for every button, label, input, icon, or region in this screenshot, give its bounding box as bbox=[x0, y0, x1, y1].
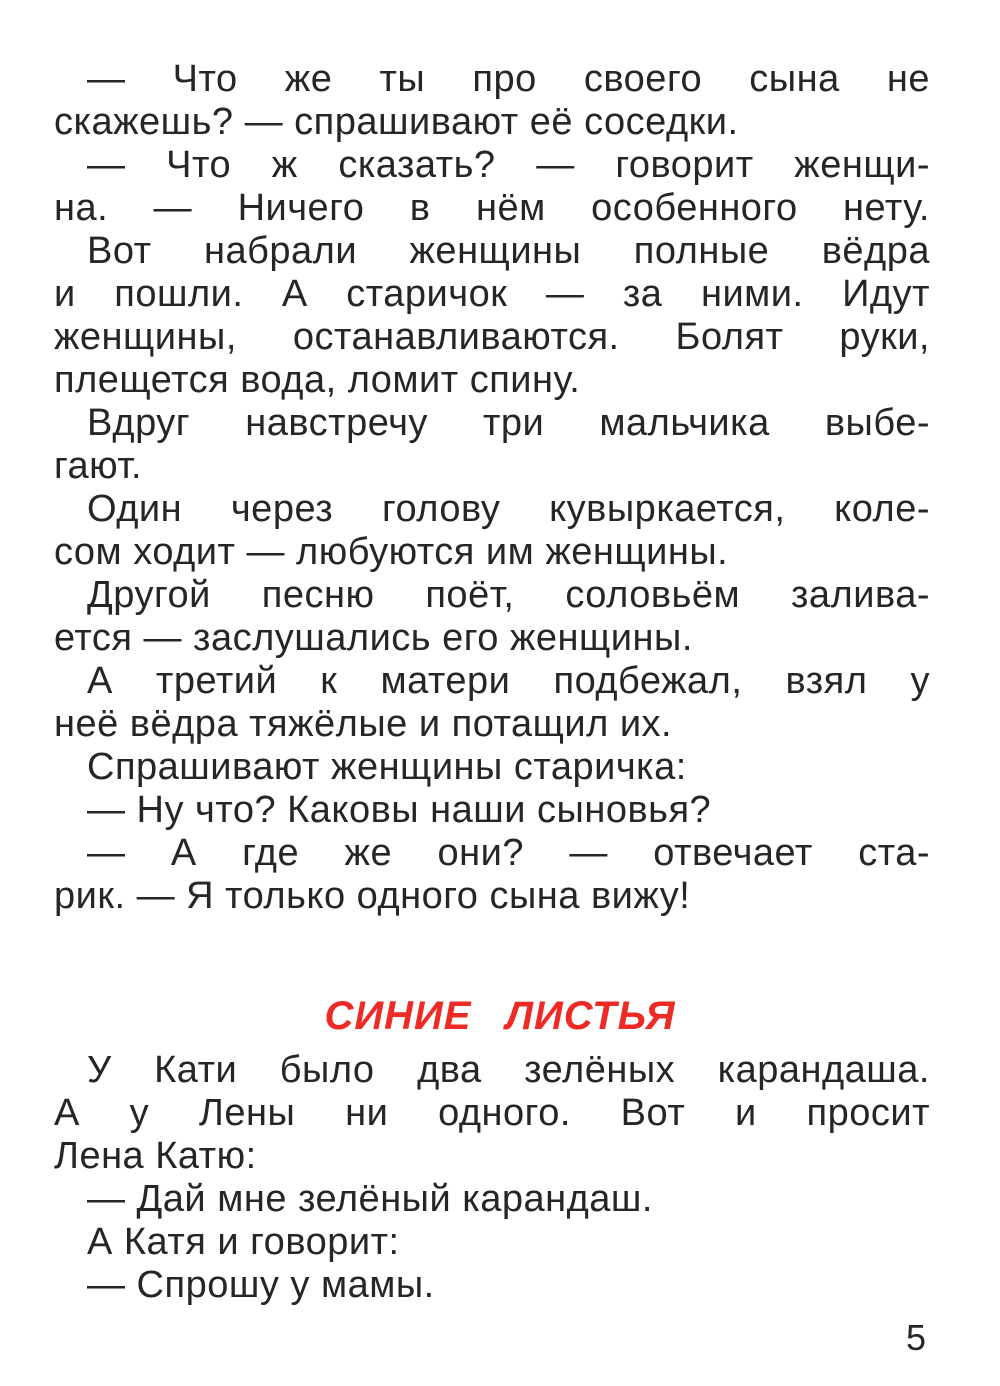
text-line: Лена Катю: bbox=[54, 1135, 257, 1177]
text-line: Другой песню поёт, соловьём залива- bbox=[87, 574, 930, 616]
story-text-block bbox=[54, 1049, 930, 1307]
text-line: Вдруг навстречу три мальчика выбе- bbox=[87, 402, 930, 444]
text-line: — Дай мне зелёный карандаш. bbox=[87, 1178, 653, 1220]
text-line: плещется вода, ломит спину. bbox=[54, 359, 581, 401]
text-line: А Катя и говорит: bbox=[87, 1221, 400, 1263]
text-line: — Что же ты про своего сына не bbox=[87, 58, 930, 100]
text-line: Вот набрали женщины полные вёдра bbox=[87, 230, 930, 272]
text-line: рик. — Я только одного сына вижу! bbox=[54, 875, 691, 917]
text-line: женщины, останавливаются. Болят руки, bbox=[54, 316, 930, 358]
text-line: — Что ж сказать? — говорит женщи- bbox=[87, 144, 930, 186]
text-line: на. — Ничего в нём особенного нету. bbox=[54, 187, 930, 229]
text-line: — А где же они? — отвечает ста- bbox=[87, 832, 930, 874]
text-line: гают. bbox=[54, 445, 143, 487]
text-line: и пошли. А старичок — за ними. Идут bbox=[54, 273, 930, 315]
text-line: скажешь? — спрашивают её соседки. bbox=[54, 101, 739, 143]
text-line: ется — заслушались его женщины. bbox=[54, 617, 693, 659]
text-line: А у Лены ни одного. Вот и просит bbox=[54, 1092, 930, 1134]
story-text-block bbox=[54, 58, 930, 918]
text-line: сом ходит — любуются им женщины. bbox=[54, 531, 729, 573]
text-line: А третий к матери подбежал, взял у bbox=[87, 660, 930, 702]
text-line: Один через голову кувыркается, коле- bbox=[87, 488, 930, 530]
story-title: СИНИЕ ЛИСТЬЯ bbox=[324, 994, 676, 1038]
text-line: Спрашивают женщины старичка: bbox=[87, 746, 687, 788]
text-line: — Ну что? Каковы наши сыновья? bbox=[87, 789, 712, 831]
page-number: 5 bbox=[905, 1317, 926, 1358]
text-line: — Спрошу у мамы. bbox=[87, 1264, 435, 1306]
text-line: неё вёдра тяжёлые и потащил их. bbox=[54, 703, 673, 745]
text-line: У Кати было два зелёных карандаша. bbox=[87, 1049, 930, 1091]
